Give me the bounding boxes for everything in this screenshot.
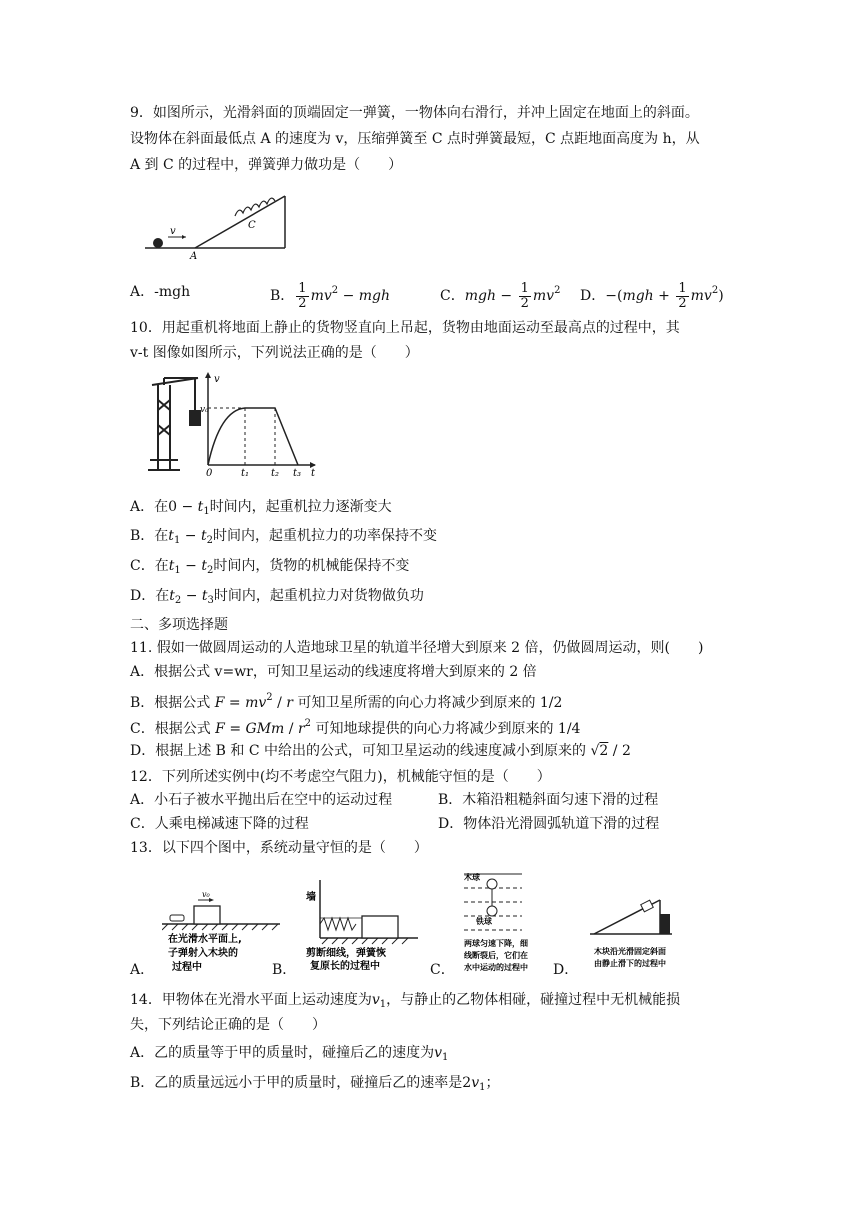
section-multiple-choice-heading: 二、多项选择题 (130, 617, 228, 633)
q11-option-b: B．根据公式 $F = mv^2 / r$ 可知卫星所需的向心力将减少到原来的 1/2 (130, 692, 563, 711)
q10-stem-line1: 10．用起重机将地面上静止的货物竖直向上吊起，货物由地面运动至最高点的过程中，其 (130, 320, 680, 336)
q14-option-b: B．乙的质量远远小于甲的质量时，碰撞后乙的速率是$2v_1$； (130, 1075, 500, 1093)
q9-option-d: D．−(mgh + $\frac{1}{2}$ $mv^2$) (580, 280, 724, 311)
q13-figure-c (462, 866, 558, 978)
q13b-caption1: 剪断细线，弹簧恢 (306, 948, 386, 959)
q9-label-a: A (190, 251, 198, 260)
q9-option-a: A．-mgh (130, 284, 191, 300)
q9-stem-line2: 设物体在斜面最低点 A 的速度为 v，压缩弹簧至 C 点时弹簧最短，C 点距地面高度为 h，从 (130, 131, 700, 147)
q13-option-a: A． (130, 962, 155, 978)
q13c-caption2: 线断裂后，它们在 (464, 951, 528, 960)
q12-option-d: D．物体沿光滑圆弧轨道下滑的过程 (438, 816, 660, 832)
q10-stem-line2: v-t 图像如图所示，下列说法正确的是（ ） (130, 345, 419, 361)
q13-figure-a (162, 888, 282, 976)
q9-ball (153, 238, 163, 248)
q10-vt-curve (208, 408, 298, 465)
q14-option-a: A．乙的质量等于甲的质量时，碰撞后乙的速度为$v_1$ (130, 1045, 449, 1063)
q13-option-b: B． (272, 962, 297, 978)
q13c-iron-ball (487, 906, 497, 916)
q13c-wood-label: 木球 (464, 873, 480, 882)
q13d-block (641, 900, 654, 912)
q9-label-c: C (248, 220, 256, 231)
q13d-caption2: 由静止滑下的过程中 (594, 959, 666, 968)
q13c-caption3: 水中运动的过程中 (464, 963, 528, 972)
q10-label-t: t (311, 468, 316, 478)
q13d-stopper (660, 914, 670, 934)
q13-stem: 13．以下四个图中，系统动量守恒的是（ ） (130, 840, 428, 856)
q9-option-c: C．mgh − $\frac{1}{2}$ $mv^2$ (440, 280, 561, 311)
q9-option-b: B． $\frac{1}{2}$ $mv^2$ − mgh (270, 280, 391, 311)
q12-option-a: A．小石子被水平抛出后在空中的运动过程 (130, 792, 393, 808)
q10-label-t1: t₁ (241, 468, 250, 478)
q10-option-b: B．在$t_1 - t_2$时间内，起重机拉力的功率保持不变 (130, 528, 437, 546)
q11-stem: 11. 假如一做圆周运动的人造地球卫星的轨道半径增大到原来 2 倍，仍做圆周运动，则( ) (130, 640, 704, 656)
q12-option-b: B．木箱沿粗糙斜面匀速下滑的过程 (438, 792, 659, 808)
q11-option-c: C．根据公式 F = GMm / $r^2$ 可知地球提供的向心力将减少到原来的 1/4 (130, 718, 581, 737)
q11-option-a: A．根据公式 v=wr，可知卫星运动的线速度将增大到原来的 2 倍 (130, 664, 537, 680)
q13a-caption2: 子弹射入木块的 (168, 948, 238, 959)
q13b-caption2: 复原长的过程中 (310, 961, 380, 970)
q10-label-t2: t₂ (271, 468, 280, 478)
q13b-spring (320, 918, 356, 930)
q10-crane-figure (140, 370, 320, 478)
q13c-wood-ball (487, 879, 497, 889)
q13-figure-b (300, 872, 420, 970)
q13-option-c: C． (430, 962, 455, 978)
q13b-block (362, 916, 398, 938)
q13c-caption1: 两球匀速下降，细 (464, 939, 528, 948)
q13b-wall-label: 墙 (306, 892, 316, 903)
q9-incline-figure (140, 188, 290, 260)
q14-stem-line2: 失，下列结论正确的是（ ） (130, 1017, 326, 1033)
q12-stem: 12．下列所述实例中(均不考虑空气阻力)，机械能守恒的是（ ） (130, 769, 551, 785)
q13a-bullet (170, 915, 184, 921)
q9-label-v: v (170, 226, 176, 237)
q13d-caption1: 木块沿光滑固定斜面 (594, 947, 666, 956)
q11-option-d: D．根据上述 B 和 C 中给出的公式，可知卫星运动的线速度减小到原来的 √2 / 2 (130, 743, 631, 759)
q13c-iron-label: 铁球 (476, 917, 492, 926)
q10-label-v0: v₀ (200, 405, 209, 415)
q10-option-d: D．在$t_2 - t_3$时间内，起重机拉力对货物做负功 (130, 588, 424, 606)
q10-label-origin: 0 (206, 468, 213, 478)
q9-stem-line1: 9．如图所示，光滑斜面的顶端固定一弹簧，一物体向右滑行，并冲上固定在地面上的斜面。 (130, 105, 699, 121)
q13a-block (194, 906, 220, 924)
q9-stem-line3: A 到 C 的过程中，弹簧弹力做功是（ ） (130, 157, 403, 173)
q10-option-a: A．在$0 - t_1$时间内，起重机拉力逐渐变大 (130, 499, 392, 517)
q10-option-c: C．在$t_1 - t_2$时间内，货物的机械能保持不变 (130, 558, 410, 576)
q10-label-v: v (214, 374, 220, 385)
q13a-caption1: 在光滑水平面上, (168, 934, 242, 945)
q10-label-t3: t₃ (293, 468, 302, 478)
q14-stem-line1: 14．甲物体在光滑水平面上运动速度为$v_1$，与静止的乙物体相碰，碰撞过程中无机械能损 (130, 992, 681, 1010)
q13-figure-d (588, 890, 700, 970)
q13a-v0: v₀ (202, 890, 210, 899)
q13a-caption3: 过程中 (172, 962, 202, 973)
q13-option-d: D． (553, 962, 579, 978)
q12-option-c: C．人乘电梯减速下降的过程 (130, 816, 309, 832)
